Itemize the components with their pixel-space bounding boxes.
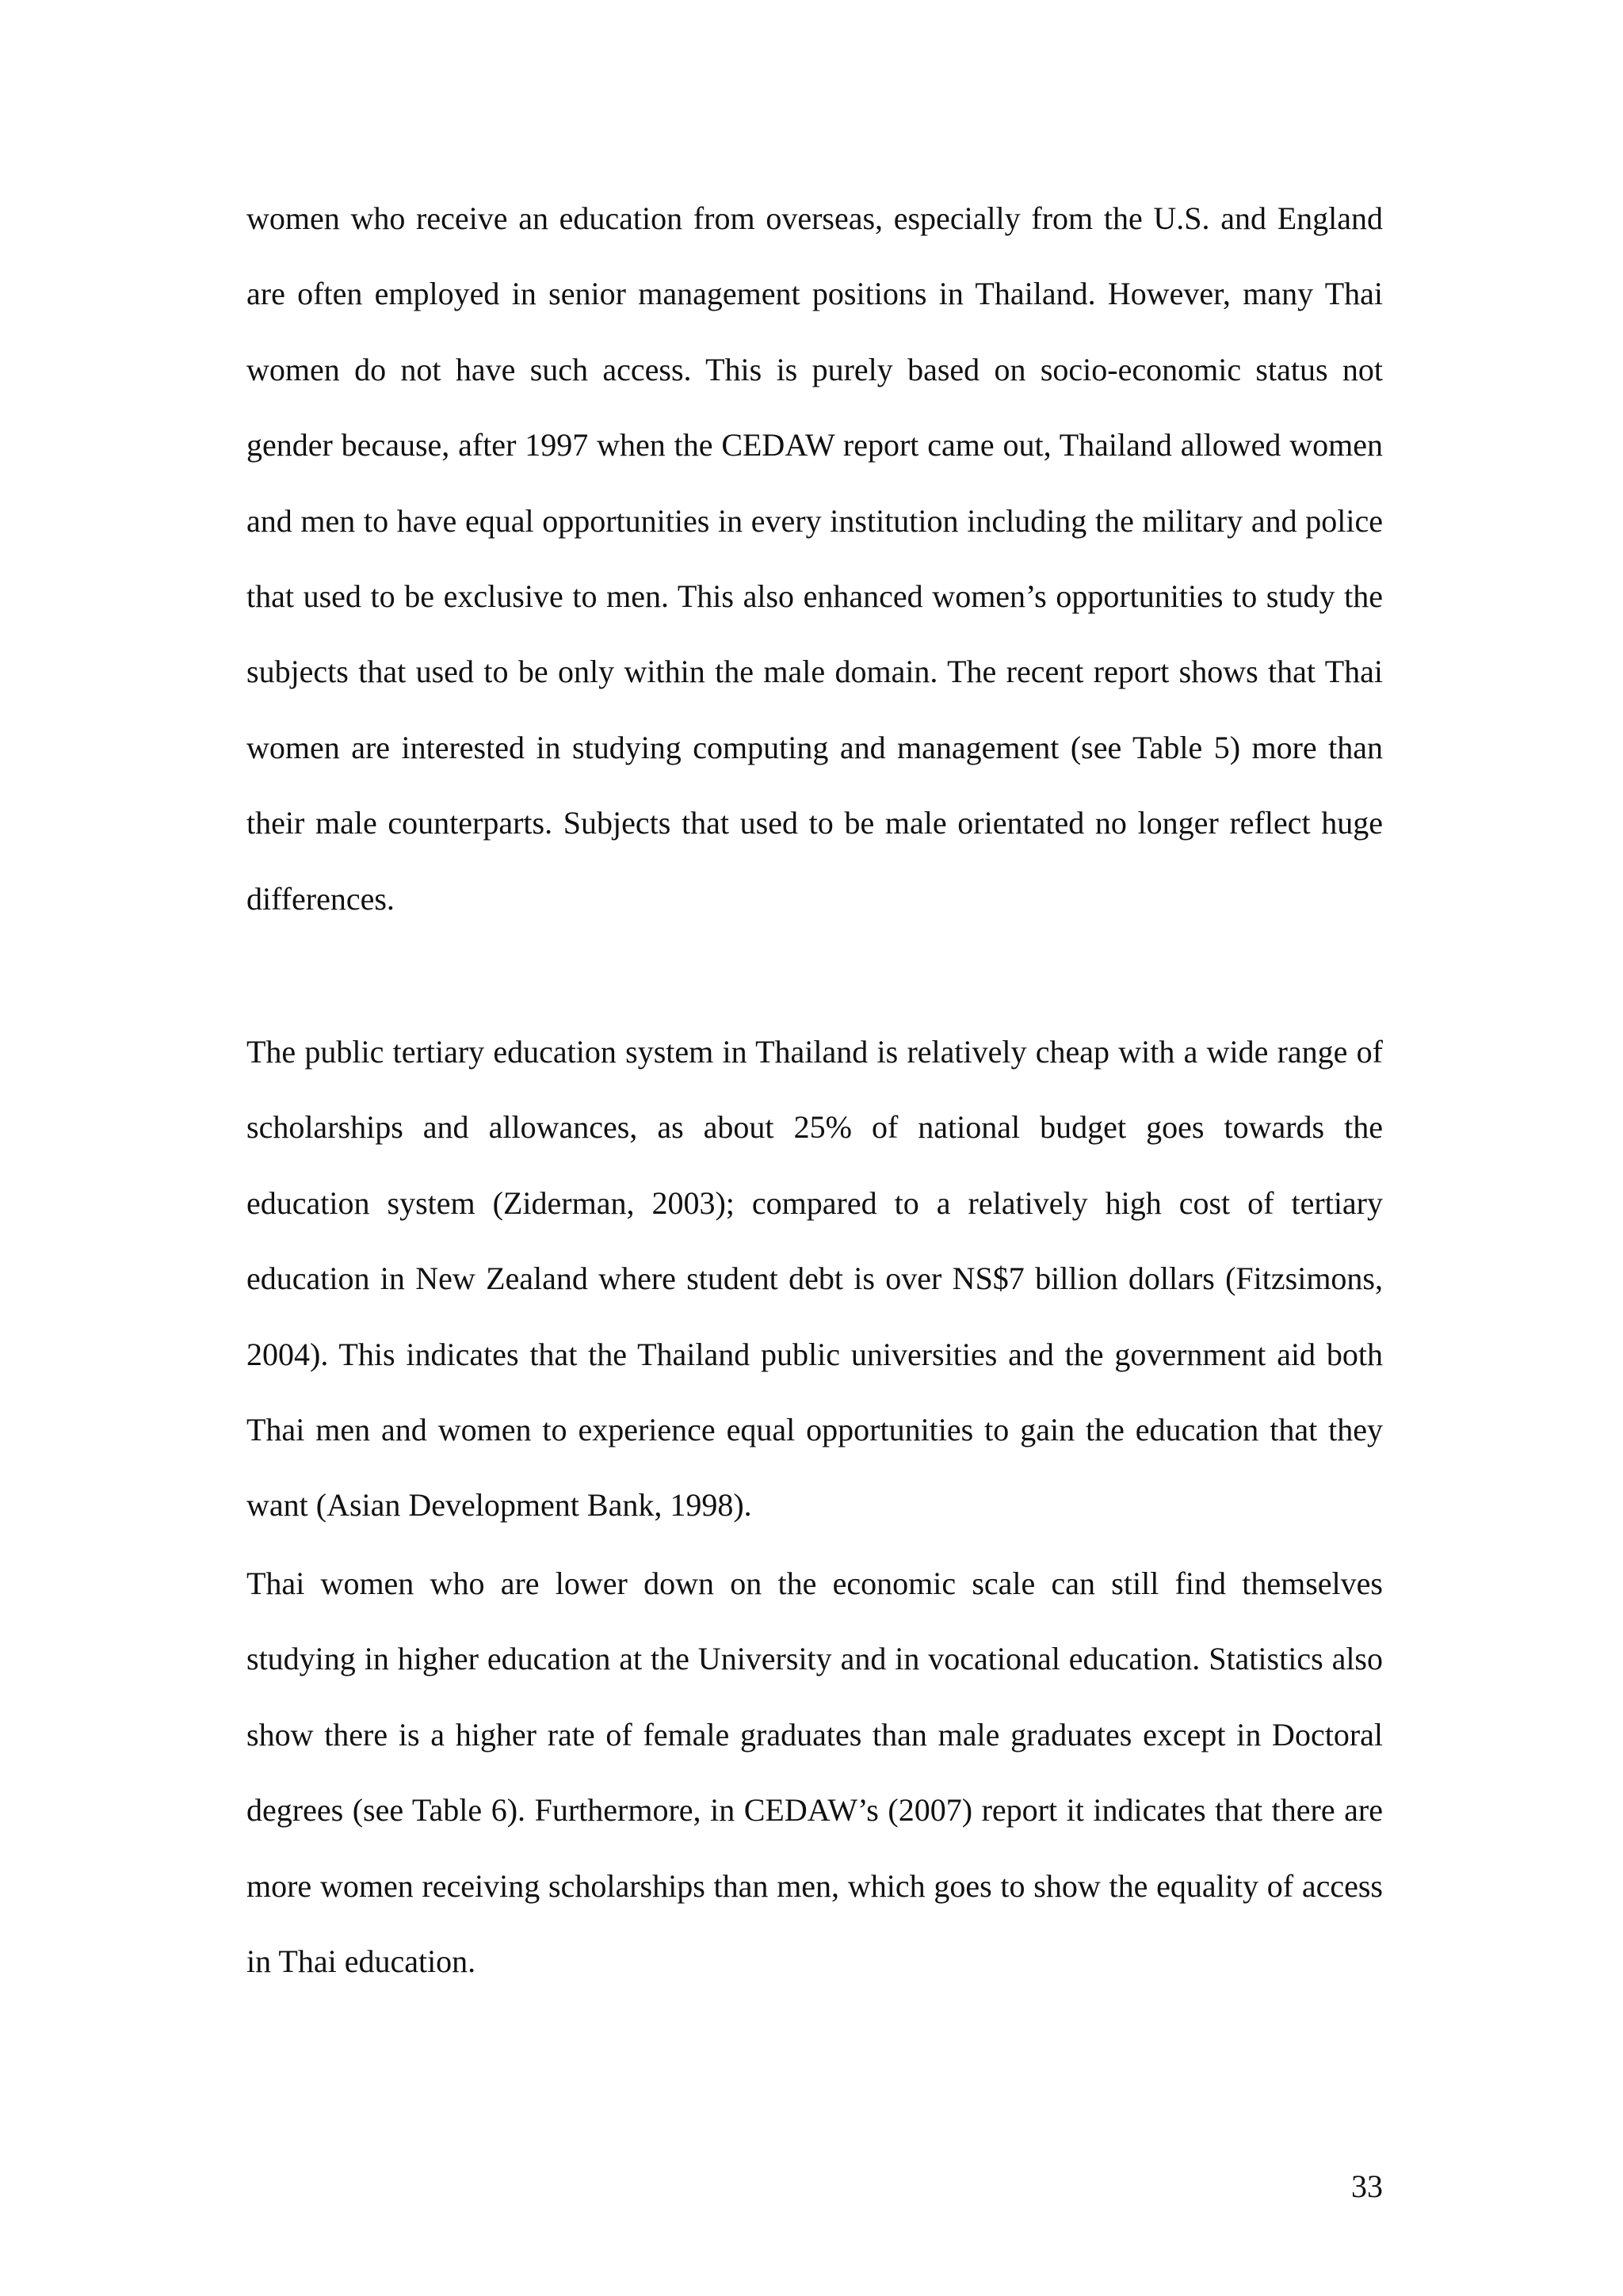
page-number: 33 (1351, 2168, 1383, 2204)
body-paragraph-1: women who receive an education from overseas, especially from the U.S. and England are often employed in senior management positions in Thailand. However, many Thai women do not have such access. This is purely based on socio-economic status not gender because, after 1997 when the CEDAW report came out, Thailand allowed women and men to have equal opportunities in every institution including the military and police that used to be exclusive to men. This also enhanced women’s opportunities to study the subjects that used to be only within the male domain. The recent report shows that Thai women are interested in studying computing and management (see Table 5) more than their male counterparts. Subjects that used to be male orientated no longer reflect huge differences. (246, 200, 1383, 917)
body-paragraph-2: The public tertiary education system in Thailand is relatively cheap with a wide range of scholarships and allowances, as about 25% of national budget goes towards the education system (Ziderman, 2003); compared to a relatively high cost of tertiary education in New Zealand where student debt is over NS$7 billion dollars (Fitzsimons, 2004). This indicates that the Thailand public universities and the government aid both Thai men and women to experience equal opportunities to gain the education that they want (Asian Development Bank, 1998). (246, 1034, 1383, 1524)
body-paragraph-3: Thai women who are lower down on the economic scale can still find themselves studying in higher education at the University and in vocational education. Statistics also show there is a higher rate of female graduates than male graduates except in Doctoral degrees (see Table 6). Furthermore, in CEDAW’s (2007) report it indicates that there are more women receiving scholarships than men, which goes to show the equality of access in Thai education. (246, 1566, 1383, 1980)
